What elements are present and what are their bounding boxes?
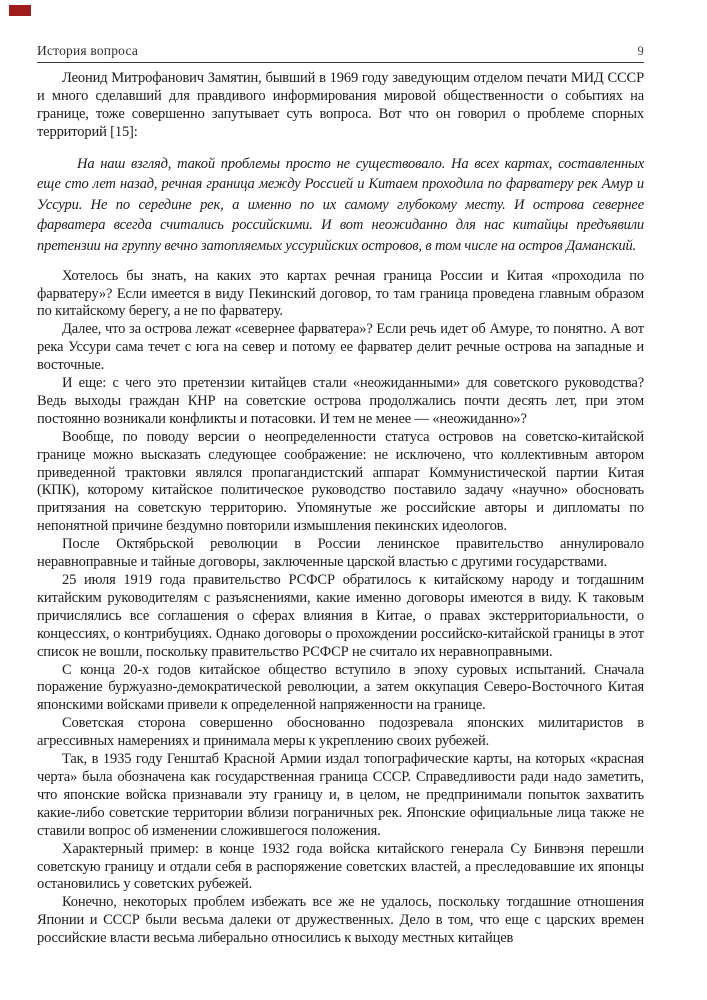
paragraph: Так, в 1935 году Генштаб Красной Армии издал топографические карты, на которых «красная черта» была обозначена как государственная граница СССР. Справедливости ради надо заметить, что японские войска признавали эту границу и, в целом, не предпринимали попыток захватить какие-либо советские территории вблизи пограничных рек. Японские официальные лица также не ставили вопрос об изменении сложившегося положения. bbox=[37, 751, 644, 839]
paragraph: Конечно, некоторых проблем избежать все же не удалось, поскольку тогдашние отношения Японии и СССР были весьма далеки от дружественных. Дело в том, что еще с царских времен российские власти весьма либерально относились к выходу местных китайцев bbox=[37, 894, 644, 947]
paragraph: Далее, что за острова лежат «севернее фарватера»? Если речь идет об Амуре, то понятно. А вот река Уссури сама течет с юга на север и потому ее фарватер делит речные острова на западные и восточные. bbox=[37, 321, 644, 374]
paragraph: И еще: с чего это претензии китайцев стали «неожиданными» для советского руководства? Ведь выходы граждан КНР на советские острова продолжались почти десять лет, при этом постоянно возникали конфликты и потасовки. И тем не менее — «неожиданно»? bbox=[37, 375, 644, 427]
paragraph: С конца 20-х годов китайское общество вступило в эпоху суровых испытаний. Сначала поражение буржуазно-демократической революции, а затем оккупация Северо-Восточного Китая японскими войсками привели к определенной напряженности на границе. bbox=[37, 661, 644, 714]
paragraph: 25 июля 1919 года правительство РСФСР обратилось к китайскому народу и тогдашним китайским руководителям с разъяснениями, какие именно договоры имеются в виду. К таковым причислялись все соглашения о сферах влияния в Китае, о правах экстерриториальности, о концессиях, о контрибуциях. Однако договоры о прохождении российско-китайской границы в этот список не вошли, поскольку правительство РСФСР не считало их неравноправными. bbox=[37, 572, 644, 660]
corner-marker bbox=[9, 5, 31, 16]
paragraph: Советская сторона совершенно обоснованно подозревала японских милитаристов в агрессивных намерениях и принимала меры к укреплению своих рубежей. bbox=[37, 715, 644, 750]
running-title: История вопроса bbox=[37, 43, 139, 58]
text-block bbox=[37, 0, 644, 948]
page-number: 9 bbox=[637, 44, 644, 58]
quote-paragraph: На наш взгляд, такой проблемы просто не существовало. На всех картах, составленных еще сто лет назад, речная граница между Россией и Китаем проходила по фарватеру рек Амур и Уссури. Не по середине рек, а именно по их самому глубокому месту. И острова севернее фарватера всегда считались российскими. И вот неожиданно для нас китайцы предъявили претензии на группу вечно затопляемых уссурийских островов, в том числе на остров Даманский. bbox=[37, 155, 644, 254]
paragraph: Вообще, по поводу версии о неопределенности статуса островов на советско-китайской границе можно высказать следующее соображение: не исключено, что коллективным автором приведенной трактовки являлся пропагандистский аппарат Коммунистической партии Китая (КПК), которому китайское политическое руководство поставило задачу «научно» обосновать притязания на советскую территорию. Упомянутые же российские авторы и дипломаты по непонятной причине бездумно повторили измышления пекинских идеологов. bbox=[37, 428, 644, 535]
paragraph: Хотелось бы знать, на каких это картах речная граница России и Китая «проходила по фарватеру»? Если имеется в виду Пекинский договор, то там граница проведена главным образом по китайскому берегу, а не по фарватеру. bbox=[37, 267, 644, 320]
paragraph: После Октябрьской революции в России ленинское правительство аннулировало неравноправные и тайные договоры, заключенные царской властью с другими государствами. bbox=[37, 536, 644, 571]
header-rule bbox=[37, 62, 644, 63]
running-header bbox=[37, 0, 644, 59]
paragraph: Леонид Митрофанович Замятин, бывший в 1969 году заведующим отделом печати МИД СССР и много сделавший для правдивого информирования мировой общественности о событиях на границе, тоже совершенно запутывает суть вопроса. Вот что он говорил о проблеме спорных территорий [15]: bbox=[37, 70, 644, 140]
paragraph: Характерный пример: в конце 1932 года войска китайского генерала Су Бинвэня перешли советскую границу и отдали себя в распоряжение советских властей, а преследовавшие их японцы остановились у советских рубежей. bbox=[37, 840, 644, 893]
page-body bbox=[37, 70, 644, 948]
